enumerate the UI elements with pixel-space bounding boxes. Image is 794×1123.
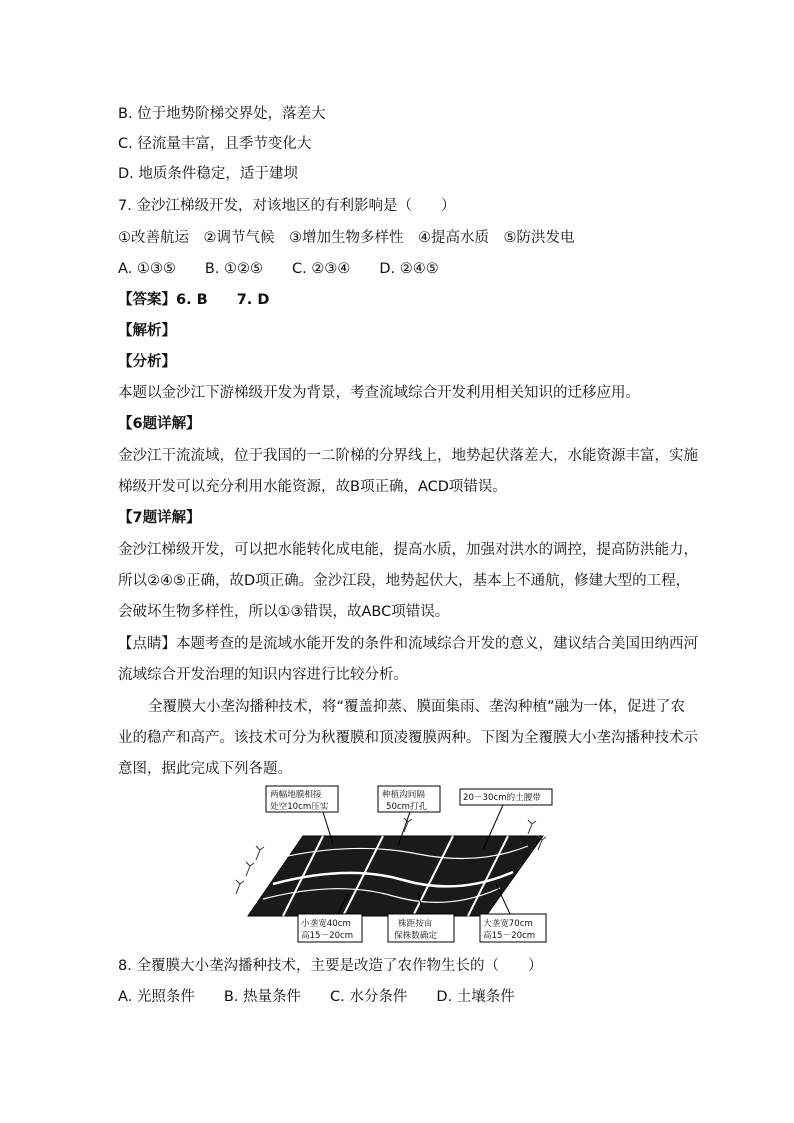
ridge-furrow-diagram: [228, 784, 558, 944]
detail-7-line-1: 金沙江梯级开发，可以把水能转化成电能，提高水质，加强对洪水的调控，提高防洪能力，: [118, 542, 698, 558]
label-small-ridge-1: 小垄宽40cm: [301, 919, 351, 929]
label-plant-spacing-2: 保株数确定: [394, 931, 437, 941]
detail-6-line-1: 金沙江干流流域，位于我国的一二阶梯的分界线上，地势起伏落差大，水能资源丰富，实施: [118, 448, 698, 464]
passage-line-2: 业的稳产和高产。该技术可分为秋覆膜和顶凌覆膜两种。下图为全覆膜大小垄沟播种技术示: [118, 730, 698, 746]
question-8-stem: 8. 全覆膜大小垄沟播种技术，主要是改造了农作物生长的（ ）: [118, 958, 543, 974]
answer-line: 【答案】6. B 7. D: [118, 292, 270, 308]
passage-line-3: 意图，据此完成下列各题。: [118, 761, 292, 777]
detail-7-line-2: 所以②④⑤正确，故D项正确。金沙江段，地势起伏大，基本上不通航，修建大型的工程，: [118, 573, 691, 589]
fenxi-heading: 【分析】: [118, 354, 176, 370]
question-7-items: ①改善航运 ②调节气候 ③增加生物多样性 ④提高水质 ⑤防洪发电: [118, 230, 575, 246]
option-d: D. 地质条件稳定，适于建坝: [118, 166, 298, 182]
option-c: C. 径流量丰富，且季节变化大: [118, 136, 312, 152]
dianjing-line-1: 【点睛】本题考查的是流域水能开发的条件和流域综合开发的意义，建议结合美国田纳西河: [118, 636, 698, 652]
detail-6-heading: 【6题详解】: [118, 416, 201, 432]
label-planting-gap-1: 种植沟间隔: [382, 790, 425, 800]
detail-6-line-2: 梯级开发可以充分利用水能资源，故B项正确，ACD项错误。: [118, 479, 507, 495]
label-soil-belt: 20－30cm的土腰带: [463, 793, 541, 803]
label-large-ridge-2: 高15－20cm: [483, 931, 536, 941]
detail-7-line-3: 会破坏生物多样性，所以①③错误，故ABC项错误。: [118, 604, 450, 620]
question-7-options: A. ①③⑤ B. ①②⑤ C. ②③④ D. ②④⑤: [118, 261, 439, 277]
passage-line-1: 全覆膜大小垄沟播种技术，将“覆盖抑蒸、膜面集雨、垄沟种植”融为一体，促进了农: [148, 699, 686, 715]
fenxi-text: 本题以金沙江下游梯级开发为背景，考查流域综合开发利用相关知识的迁移应用。: [118, 385, 640, 401]
label-large-ridge-1: 大垄宽70cm: [483, 919, 533, 929]
analysis-heading: 【解析】: [118, 323, 176, 339]
dianjing-line-2: 流域综合开发治理的知识内容进行比较分析。: [118, 667, 408, 683]
label-plant-spacing-1: 株距按亩: [398, 919, 433, 929]
label-film-joint-1: 两幅地膜相接: [270, 790, 322, 800]
detail-7-heading: 【7题详解】: [118, 510, 201, 526]
film-field: [248, 836, 543, 916]
option-b: B. 位于地势阶梯交界处，落差大: [118, 106, 326, 122]
label-planting-gap-2: 50cm打孔: [386, 802, 428, 812]
label-film-joint-2: 处空10cm压实: [270, 802, 329, 812]
label-small-ridge-2: 高15－20cm: [301, 931, 354, 941]
question-7-stem: 7. 金沙江梯级开发，对该地区的有利影响是（ ）: [118, 198, 456, 214]
question-8-options: A. 光照条件 B. 热量条件 C. 水分条件 D. 土壤条件: [118, 989, 515, 1005]
